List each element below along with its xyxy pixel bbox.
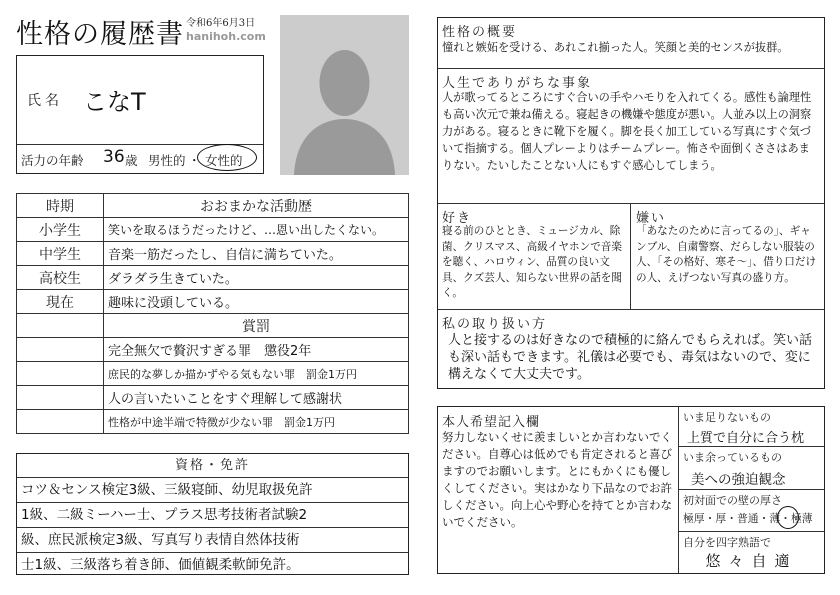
gender-male-option: 男性的 — [148, 153, 186, 168]
history-table — [16, 193, 409, 434]
wall-selected-circle — [777, 506, 799, 529]
wishes-text: 努力しないくせに羨ましいとか言わないでください。自尊心は低めでも肯定されると喜びますのでお願いします。とにもかくにも優しくしてください。実はかなり下品なのでお許しください。向上心や野心を持てとか言わないでください。 — [442, 430, 672, 529]
likes-title: 好き — [442, 211, 473, 226]
surplus-label: いま余っているもの — [683, 451, 782, 464]
wall-option: 極薄 — [790, 512, 813, 525]
gender-female-option: 女性的 — [205, 153, 243, 168]
license-line: 1級、二級ミーハー士、プラス思考技術者試験2 — [17, 503, 408, 528]
events-section — [438, 69, 824, 204]
likes-dislikes-section — [438, 204, 824, 310]
wall-option: 極厚 — [683, 512, 705, 525]
licenses-box — [16, 453, 409, 575]
wishes-title: 本人希望記入欄 — [442, 415, 541, 430]
dislikes-text: 「あなたのために言ってるの」、ギャンブル、自粛警察、だらしない服装の人、「その格好、寒そ～」、借り口だけの人、えげつない写真の盛り方。 — [636, 225, 817, 284]
age-unit: 歳 — [125, 153, 138, 168]
history-era: 高校生 — [17, 266, 104, 290]
history-era: 現在 — [17, 290, 104, 314]
lacking-label: いま足りないもの — [683, 411, 771, 424]
history-text: ダラダラ生きていた。 — [104, 266, 409, 290]
name-value: こなT — [83, 88, 146, 116]
dislikes-title: 嫌い — [636, 211, 667, 226]
overview-section — [438, 18, 824, 69]
license-line: 士1級、三級落ち着き師、価値観柔軟師免許。 — [21, 557, 300, 573]
age-value: 36 — [103, 147, 125, 167]
licenses-title: 資格・免許 — [17, 454, 408, 478]
table-row — [17, 386, 409, 410]
page-title: 性格の履歴書 — [16, 19, 184, 50]
wall-option: 普通 — [736, 512, 759, 525]
history-era: 中学生 — [17, 242, 104, 266]
person-silhouette-icon — [280, 15, 409, 175]
age-label: 活力の年齢 — [21, 153, 84, 168]
wall-label: 初対面での壁の厚さ — [683, 494, 782, 507]
table-row — [17, 338, 409, 362]
likes-text: 寝る前のひととき、ミュージカル、除菌、クリスマス、高級イヤホンで音楽を聴く、ハロウィン、品質の良い文具、クズ芸人、知らない世界の話を聞く。 — [442, 225, 622, 299]
penalty-text: 人の言いたいことをすぐ理解して感謝状 — [104, 386, 409, 410]
license-line: 級、庶民派検定3級、写真写り表情自然体技術 — [17, 528, 408, 553]
events-text: 人が歌ってるところにすぐ合いの手やハモりを入れてくる。感性も論理性も高い次元で兼ね備える。寝起きの機嫌や態度が悪い。人並み以上の洞察力がある。寝るときに靴下を履く。脚を長く加工している写真にすぐ気づいて指摘する。個人プレーよりはチームプレー。怖さや面倒くささはあまりない。たいしたことない人にもすぐ感心してしまう。 — [442, 91, 812, 172]
yoji-label: 自分を四字熟語で — [683, 536, 771, 549]
wall-option: 厚 — [715, 512, 727, 525]
wall-option: 薄 — [769, 512, 781, 525]
wishes-box — [437, 406, 825, 574]
table-row — [17, 290, 409, 314]
table-row — [17, 362, 409, 386]
history-era: 小学生 — [17, 218, 104, 242]
history-text: 趣味に没頭している。 — [104, 290, 409, 314]
history-text: 音楽一筋だったし、自信に満ちていた。 — [104, 242, 409, 266]
side-column — [679, 407, 824, 573]
surplus-value: 美への強迫観念 — [691, 472, 786, 488]
site-label: hanihoh.com — [186, 30, 266, 43]
events-title: 人生でありがちな事象 — [442, 76, 593, 91]
license-line: コツ＆センス検定3級、三級寝師、幼児取扱免許 — [17, 478, 408, 503]
penalty-text: 完全無欠で贅沢すぎる罪 懲役2年 — [104, 338, 409, 362]
penalty-text: 性格が中途半端で特徴が少ない罪 罰金1万円 — [104, 410, 409, 434]
avatar — [280, 15, 409, 175]
handling-text: 人と接するのは好きなので積極的に絡んでもらえれば。笑い話も深い話もできます。礼儀は必要でも、毒気はないので、変に構えなくて大丈夫です。 — [448, 333, 813, 382]
table-row — [17, 242, 409, 266]
table-row — [17, 266, 409, 290]
handling-section — [438, 310, 824, 390]
name-label: 氏名 — [27, 93, 63, 109]
history-activity-header: おおまかな活動歴 — [104, 194, 409, 218]
lacking-value: 上質で自分に合う枕 — [687, 431, 805, 446]
table-row — [17, 410, 409, 434]
yoji-value: 悠々自適 — [705, 552, 798, 570]
date-label: 令和6年6月3日 — [186, 18, 256, 29]
history-text: 笑いを取るほうだったけど、…恩い出したくない。 — [104, 218, 409, 242]
penalty-text: 庶民的な夢しか描かずやる気もない罪 罰金1万円 — [104, 362, 409, 386]
right-main-box — [437, 17, 825, 389]
history-era-header: 時期 — [17, 194, 104, 218]
gender-selected-circle — [197, 144, 257, 171]
overview-title: 性格の概要 — [442, 25, 518, 40]
wall-options: 極厚・厚・普通・薄・極薄 — [683, 512, 813, 525]
handling-title: 私の取り扱い方 — [442, 317, 548, 332]
penalty-title: 賞罰 — [104, 314, 409, 338]
profile-box: 氏名 こなT 活力の年齢 36 歳 男性的 ・ 女性的 — [16, 55, 264, 174]
overview-text: 憧れと嫉妬を受ける、あれこれ揃った人。笑顔と美的センスが抜群。 — [442, 41, 789, 54]
table-row — [17, 218, 409, 242]
